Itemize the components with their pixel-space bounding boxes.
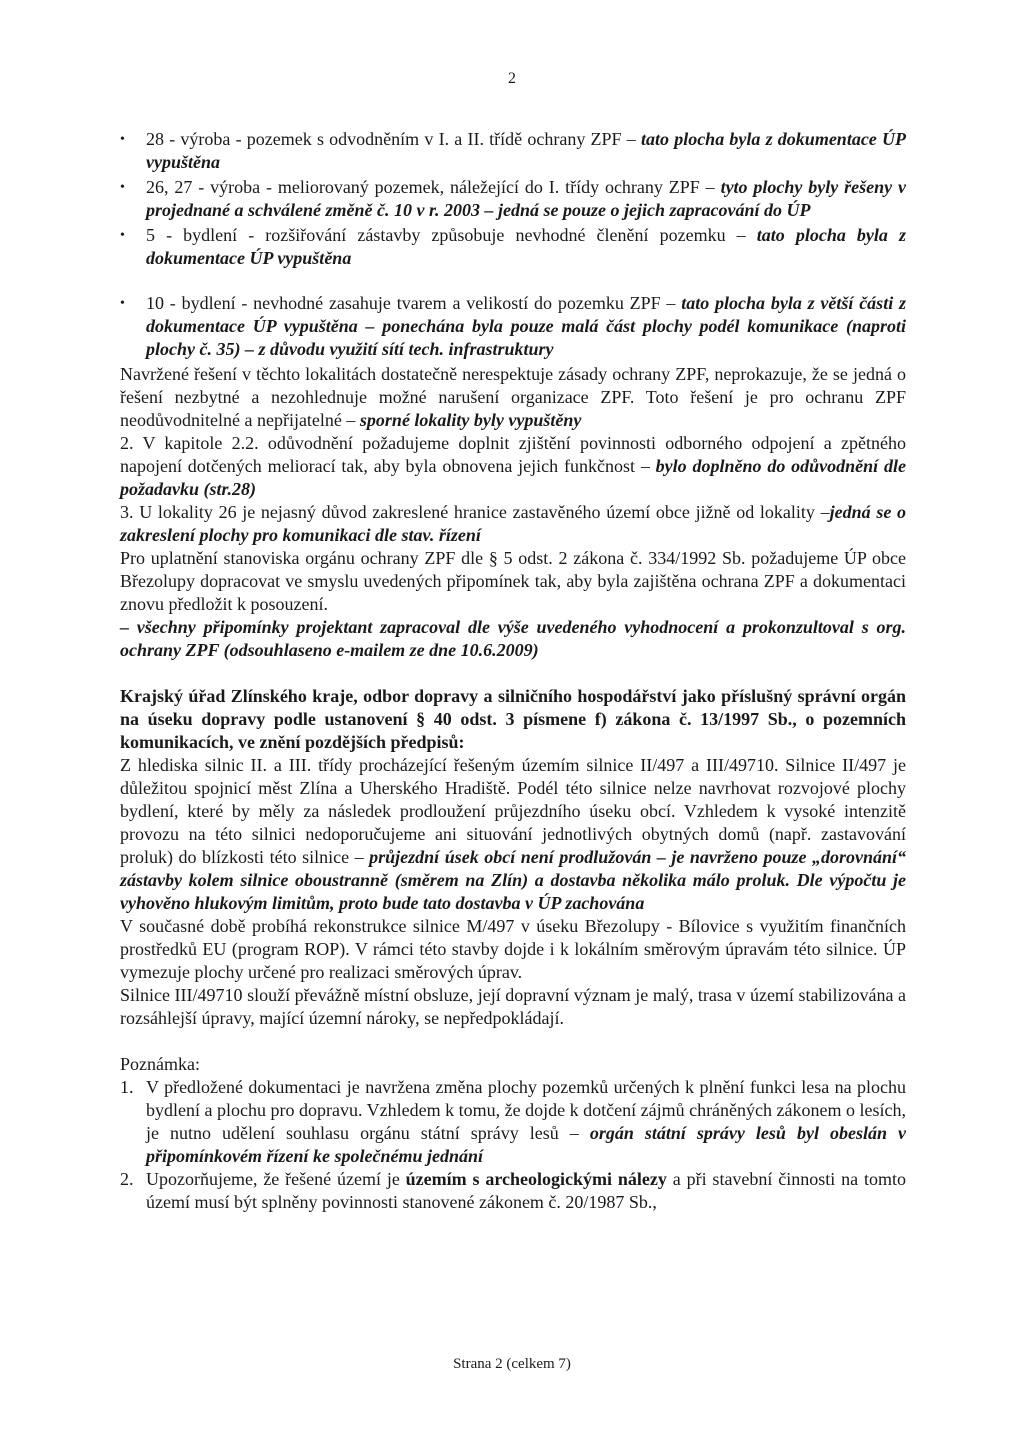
note-item: 2. Upozorňujeme, že řešené území je územím s archeologickými nálezy a při stavební činnosti na tomto území musí být splněny povinnosti stanovené zákonem č. 20/1987 Sb., xyxy=(120,1169,906,1212)
bullet-item: • 26, 27 - výroba - meliorovaný pozemek, náležející do I. třídy ochrany ZPF – tyto plochy byly řešeny v projednané a schválené změně č. 10 v r. 2003 – jedná se pouze o jejich zapracování do ÚP xyxy=(120,176,906,222)
paragraph: Z hlediska silnic II. a III. třídy procházející řešeným územím silnice II/497 a III/49710. Silnice II/497 je důležitou spojnicí měst Zlína a Uherského Hradiště. Podél této silnice nelze navrhovat rozvojové plochy bydlení, které by měly za následek prodloužení průjezdního úseku obcí. Vzhledem k vysoké intenzitě provozu na této silnici nedoporučujeme ani situování jednotlivých obytných domů (např. zastavování proluk) do blízkosti této silnice – průjezdní úsek obcí není prodlužován – je navrženo pouze „dorovnání“ zástavby kolem silnice oboustranně (směrem na Zlín) a dostavba několika málo proluk. Dle výpočtu je vyhověno hlukovým limitům, proto bude tato dostavba v ÚP zachována xyxy=(120,755,907,913)
paragraph: 3. U lokality 26 je nejasný důvod zakreslené hranice zastavěného území obce jižně od lokality –jedná se o zakreslení plochy pro komunikaci dle stav. řízení xyxy=(120,502,907,545)
section-heading: Krajský úřad Zlínského kraje, odbor dopravy a silničního hospodářství jako příslušný správní orgán na úseku dopravy podle ustanovení § 40 odst. 3 písmene f) zákona č. 13/1997 Sb., o pozemních komunikacích, ve znění pozdějších předpisů: xyxy=(120,686,906,752)
annotation: – všechny připomínky projektant zapracoval dle výše uvedeného vyhodnocení a prokonzultoval s org. ochrany ZPF (odsouhlaseno e-mailem ze dne 10.6.2009) xyxy=(120,617,906,660)
annotation: tato plocha byla z dokumentace ÚP vypuštěna xyxy=(146,225,906,268)
annotation: bylo doplněno do odůvodnění dle požadavku (str.28) xyxy=(120,456,906,499)
annotation: sporné lokality byly vypuštěny xyxy=(359,410,582,430)
annotation: tyto plochy byly řešeny v projednané a schválené změně č. 10 v r. 2003 – jedná se pouze o jejich zapracování do ÚP xyxy=(146,177,906,220)
paragraph: Silnice III/49710 slouží převážně místní obsluze, její dopravní význam je malý, trasa v území stabilizována a rozsáhlejší úpravy, mající územní nároky, se nepředpokládají. xyxy=(120,985,906,1028)
annotation: průjezdní úsek obcí není prodlužován – je navrženo pouze „dorovnání“ zástavby kolem silnice oboustranně (směrem na Zlín) a dostavba několika málo proluk. Dle výpočtu je vyhověno hlukovým limitům, proto bude tato dostavba v ÚP zachována xyxy=(120,847,907,913)
bullet-item: • 10 - bydlení - nevhodné zasahuje tvarem a velikostí do pozemku ZPF – tato plocha byla z větší části z dokumentace ÚP vypuštěna – ponechána byla pouze malá část plochy podél komunikace (naproti plochy č. 35) – z důvodu využití sítí tech. infrastruktury xyxy=(120,292,906,361)
annotation: jedná se o zakreslení plochy pro komunikaci dle stav. řízení xyxy=(120,502,907,545)
paragraph: V současné době probíhá rekonstrukce silnice M/497 v úseku Březolupy - Bílovice s využitím finančních prostředků EU (program ROP). V rámci této stavby dojde i k lokálním směrovým úpravám této silnice. ÚP vymezuje plochy určené pro realizaci směrových úprav. xyxy=(120,916,906,982)
annotation: tato plocha byla z dokumentace ÚP vypuštěna xyxy=(146,129,906,172)
zpf-bullet-list xyxy=(120,128,906,361)
note-number: 2. xyxy=(120,1169,134,1189)
bullet-item: • 5 - bydlení - rozšiřování zástavby způsobuje nevhodné členění pozemku – tato plocha byla z dokumentace ÚP vypuštěna xyxy=(120,224,906,270)
note-list xyxy=(120,1076,906,1214)
emphasis: územím s archeologickými nálezy xyxy=(405,1169,667,1189)
paragraph: Navržené řešení v těchto lokalitách dostatečně nerespektuje zásady ochrany ZPF, neprokazuje, že se jedná o řešení nezbytné a nezohlednuje možné narušení organizace ZPF. Toto řešení je pro ochranu ZPF neodůvodnitelné a nepřijatelné – sporné lokality byly vypuštěny xyxy=(120,364,906,430)
document-body xyxy=(120,128,906,1214)
bullet-item: • 28 - výroba - pozemek s odvodněním v I. a II. třídě ochrany ZPF – tato plocha byla z dokumentace ÚP vypuštěna xyxy=(120,128,906,174)
note-title: Poznámka: xyxy=(120,1054,200,1074)
annotation: orgán státní správy lesů byl obeslán v připomínkovém řízení ke společnému jednání xyxy=(146,1123,906,1166)
note-item: 1. V předložené dokumentaci je navržena změna plochy pozemků určených k plnění funkci lesa na plochu bydlení a plochu pro dopravu. Vzhledem k tomu, že dojde k dotčení zájmů chráněných zákonem o lesích, je nutno udělení souhlasu orgánu státní správy lesů – orgán státní správy lesů byl obeslán v připomínkovém řízení ke společnému jednání xyxy=(120,1077,906,1166)
paragraph: 2. V kapitole 2.2. odůvodnění požadujeme doplnit zjištění povinnosti odborného odpojení a zpětného napojení dotčených meliorací tak, aby byla obnovena jejich funkčnost – bylo doplněno do odůvodnění dle požadavku (str.28) xyxy=(120,433,906,499)
note-number: 1. xyxy=(120,1077,134,1097)
page-number: 2 xyxy=(508,70,516,87)
annotation: tato plocha byla z větší části z dokumentace ÚP vypuštěna – ponechána byla pouze malá část plochy podél komunikace (naproti plochy č. 35) – z důvodu využití sítí tech. infrastruktury xyxy=(146,293,906,359)
paragraph: Pro uplatnění stanoviska orgánu ochrany ZPF dle § 5 odst. 2 zákona č. 334/1992 Sb. požadujeme ÚP obce Březolupy dopracovat ve smyslu uvedených připomínek tak, aby byla zajištěna ochrana ZPF a dokumentaci znovu předložit k posouzení. xyxy=(120,548,906,614)
page-footer: Strana 2 (celkem 7) xyxy=(453,1356,571,1372)
